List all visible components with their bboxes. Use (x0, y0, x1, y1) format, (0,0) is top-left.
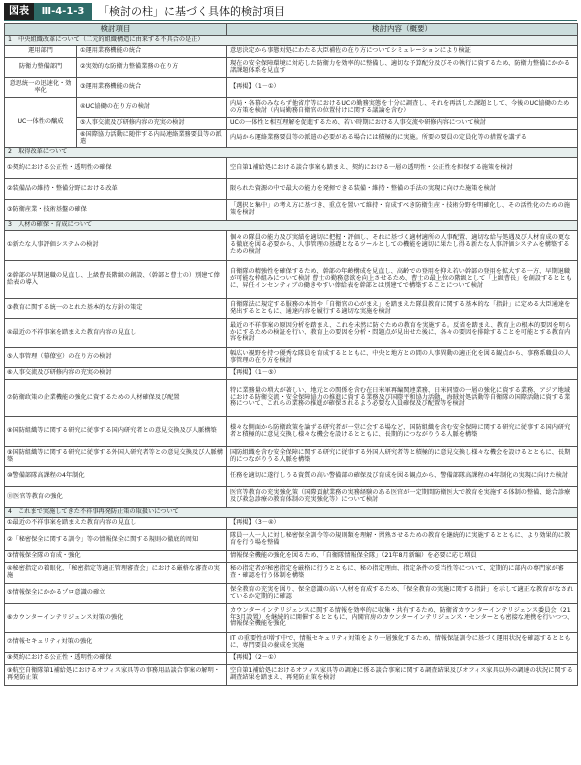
item-cell: ⑤人事交流及び研修内容の充実の検討 (77, 118, 227, 130)
content-cell: 医官等教育の充実強化策（国際貢献業務の実務経験のある医官が一定期間防衛医大で教育を実施する体制の整備、総合診療及び救急診療の教育体制の充実強化等）について検討 (227, 487, 578, 508)
item-cell: ⑥国際協力活動に随伴する内局連絡業務要員等の派遣 (77, 130, 227, 148)
item-cell: ②幹部の早期退職の見直し、上級曹長階級の創設、（幹部と曹士の）別建て俸給表の導入 (5, 261, 227, 299)
section-title: 2 取得改革について (5, 148, 578, 158)
content-cell: 個々の隊員の能力及び実績を適切に把握・評価し、それに基づく適材適所の人事配置、適切な給与処遇及び人材育成の更なる徹底を図る必要から、人事管理の基礎となるツールとしての機能を適切に果たし得る新たな人事評価システムを構築するための検討 (227, 231, 578, 261)
group-label: 意思統一の迅速化・効率化 (5, 78, 77, 98)
item-cell: ④UC協働の在り方の検討 (77, 98, 227, 118)
figure-number: Ⅲ-4-1-3 (34, 3, 92, 20)
content-cell: 隊員一人一人に対し秘密保全訓令等の規則類を理解・習熟させるための教育を継続的に実施するとともに、より効果的に教育を行う場を整備 (227, 530, 578, 551)
content-cell: 内局・各幕のみならず他省庁等におけるUCの勤務実態を十分に調査し、それを再活した課題として、今後のUC協働のための方策を検討（内局勤務自衛官の位置付けに関する議論を含む） (227, 98, 578, 118)
content-cell: 最近の不祥事案の原因分析を踏まえ、これを未然に防ぐための教育を実施する。反省を踏まえ、教育上の根本的要因を明らかにするための検証を行い、教育上の要因を分析・問題点が見出せた後に、各々の要因を排除することを可能とする教育内容を検討 (227, 319, 578, 348)
content-cell: 特に業務量の増大が著しい、地元との関係を含む在日米軍再編関連業務、日米同盟の一層の強化に資する業務、アジア地域における防衛交流・安全保障協力の推進に資する業務及び国際平和協力活動、海賊対処活動等自衛隊の国際活動に資する業務について、これらの業務の推進が確保されるよう必要な人員確保及び配置等を検討 (227, 380, 578, 417)
item-cell: ⑪医官等教育の強化 (5, 487, 227, 508)
item-cell: ⑦防衛政策の企業機能の強化に資するための人材確保及び配置 (5, 380, 227, 417)
content-cell: カウンターインテリジェンスに関する情報を効率的に収集・共有するため、防衛省カウンターインテリジェンス委員会（21年3月設置）を継続的に開催するとともに、内閣官房のカウンターインテリジェンス・センターとも密接な連携を行いつつ、情報保全機能を強化 (227, 604, 578, 633)
review-items-table (4, 23, 578, 686)
item-cell: ①運用業務機能の統合 (77, 46, 227, 58)
content-cell: 【再掲】（1－⑤） (227, 368, 578, 380)
content-cell: 【再掲】（2－①） (227, 653, 578, 665)
item-cell: ①契約における公正性・透明性の確保 (5, 158, 227, 179)
content-cell: IT の重要性が増す中で、情報セキュリティ対策をより一層強化するため、情報保証訓令に基づく運用状況を確認するとともに、専門要員の養成を実施 (227, 633, 578, 653)
content-cell: 内局から運絡業務要員等の派遣の必要がある場合には積極的に実施。所要の要員の定員化等の措置を講ずる (227, 130, 578, 148)
item-cell: ⑧契約における公正性・透明性の確保 (5, 653, 227, 665)
header-rule (4, 20, 577, 21)
item-cell: ④最近の不祥事案を踏まえた教育内容の見直し (5, 319, 227, 348)
item-cell: ③運用業務機能の統合 (77, 78, 227, 98)
item-cell: ⑤人事管理（幕僚室）の在り方の検討 (5, 348, 227, 368)
item-cell: ③教育に関する統一のとれた基本的な方針の策定 (5, 299, 227, 319)
group-label: 防衛力整備部門 (5, 58, 77, 78)
item-cell: ⑥カウンターインテリジェンス対策の強化 (5, 604, 227, 633)
item-cell: ⑨航空自衛隊第1補給処におけるオフィス家具等の事務用品談合事案の解明・再発防止策 (5, 665, 227, 686)
content-cell: 保全教育の充実を図り、保全意識の高い人材を育成するため、「保全教育の実施に関する指針」を示して適正な教育がなされているか定期的に確認 (227, 584, 578, 604)
group-label: 運用部門 (5, 46, 77, 58)
content-cell: 【再掲】（3－④） (227, 518, 578, 530)
content-cell: 任務を適切に遂行しうる資質の高い警備部の確保及び育成を図る観点から、警備部隊高課程の4年制化の実現に向けた検討 (227, 467, 578, 487)
content-cell: 情報保全機能の強化を図るため、「自衛隊情報保全隊」（21年8月新編）を必要に応じ増員 (227, 551, 578, 563)
content-cell: UCの一体性と相互理解を促進するため、若い時期における人事交流や研修内容について検討 (227, 118, 578, 130)
column-header-item: 検討項目 (5, 24, 227, 36)
item-cell: ⑧国防組織等に関する研究に従事する国内研究者との意見交換及び人脈構築 (5, 417, 227, 447)
item-cell: ⑥人事交流及び研修内容の充実の検討 (5, 368, 227, 380)
item-cell: ③情報保全隊の育成・強化 (5, 551, 227, 563)
item-cell: ⑤情報保全にかかるプロ意識の確立 (5, 584, 227, 604)
item-cell: ②実効的な防衛力整備業務の在り方 (77, 58, 227, 78)
item-cell: ②「秘密保全に関する訓令」等の情報保全に関する規則の徹底的周知 (5, 530, 227, 551)
item-cell: ③防衛産業・技術基盤の確保 (5, 200, 227, 221)
content-cell: 幅広い視野を持つ優秀な隊員を育成するとともに、中央と地方との間の人事異動の適正化を図る観点から、事務系職員の人事管理の在り方を検討 (227, 348, 578, 368)
content-cell: 秘の指定者が秘密指定を厳格に行うとともに、秘の指定理由、指定条件の妥当性等について、定期的に部内の専門家が審査・確認を行う体制を構築 (227, 563, 578, 584)
item-cell: ⑨国防組織等に関する研究に従事する外国人研究者等との意見交換及び人脈構築 (5, 447, 227, 467)
item-cell: ⑦情報セキュリティ対策の強化 (5, 633, 227, 653)
content-cell: 空自第1補給処におけるオフィス家具等の調達に係る談合事案に関する調査結果及びオフィス家具以外の調達の状況に関する調査結果を踏まえ、再発防止策を検討 (227, 665, 578, 686)
section-title: 3 人材の確保・育成について (5, 221, 578, 231)
figure-tag: 図表 (4, 3, 34, 20)
section-title: 1 中央組織改革について（二元的組織構造に由来する不具合の是正） (5, 36, 578, 46)
item-cell: ①新たな人事評価システムの検討 (5, 231, 227, 261)
content-cell: 「選択と集中」の考え方に基づき、重点を置いて維持・育成すべき防衛生産・技術分野を明確化し、その活性化のための施策を検討 (227, 200, 578, 221)
content-cell: 空自第1補給処における談合事案も踏まえ、契約における一層の透明性・公正性を担保する施策を検討 (227, 158, 578, 179)
content-cell: 自衛隊の精強性を確保するため、幹部の年齢構成を見直し、高齢での登用を抑え若い幹部の登用を拡大する一方、早期退職が可能な枠組みについて検討 曹士の勤務意欲を向上させるため、曹士の最上位の階級として「上級曹長」を創設するとともに、昇任インセンティブの働きやすい俸給表を幹部とは別建てで構築することについて検討 (227, 261, 578, 299)
section-title: 4 これまで実施してきた不祥事再発防止策の取扱いについて (5, 508, 578, 518)
content-cell: 限られた資源の中で最大の能力を発揮できる装備・維持・整備の手法の実現に向けた施策を検討 (227, 179, 578, 200)
content-cell: 【再掲】（1－①） (227, 78, 578, 98)
figure-header (4, 3, 577, 20)
item-cell: ⑩警備部隊高課程の4年制化 (5, 467, 227, 487)
figure-title: 「検討の柱」に基づく具体的検討項目 (98, 5, 285, 18)
content-cell: 自衛隊法に規定する服務の本旨や「自衛官の心がまえ」を踏まえた隊員教育に関する基本的な「指針」に定める大臣通達を発出するとともに、通達内容を履行する適切な実施を検討 (227, 299, 578, 319)
content-cell: 現在の安全保障環境に対応した防衛力を効率的に整備し、適切な予算配分及びその執行に資するため、防衛力整備にかかる諸課題体系を見直す (227, 58, 578, 78)
content-cell: 様々な側面から防衛政策を論ずる研究者が一堂に会する場など、国防組織を含む安全保障に関する研究に従事する国内研究者と積極的に意見交換し様々な機会を設けるとともに、長期的につながりうる人脈を構築 (227, 417, 578, 447)
content-cell: 意思決定から事態対処にわたる大臣補佐の在り方についてシミュレーションにより検証 (227, 46, 578, 58)
item-cell: ④秘密指定の着眼化、「秘密指定等適正管理審査会」における厳格な審査の実施 (5, 563, 227, 584)
column-header-content: 検討内容（概要） (227, 24, 578, 36)
item-cell: ②装備品の維持・整備分野における改革 (5, 179, 227, 200)
content-cell: 国防組織を含む安全保障に関する研究に従事する外国人研究者等と積極的に意見交換し様々な機会を設けるとともに、長期的につながりうる人脈を構築 (227, 447, 578, 467)
group-label: UC一体性の醸成 (5, 98, 77, 148)
item-cell: ①最近の不祥事案を踏まえた教育内容の見直し (5, 518, 227, 530)
